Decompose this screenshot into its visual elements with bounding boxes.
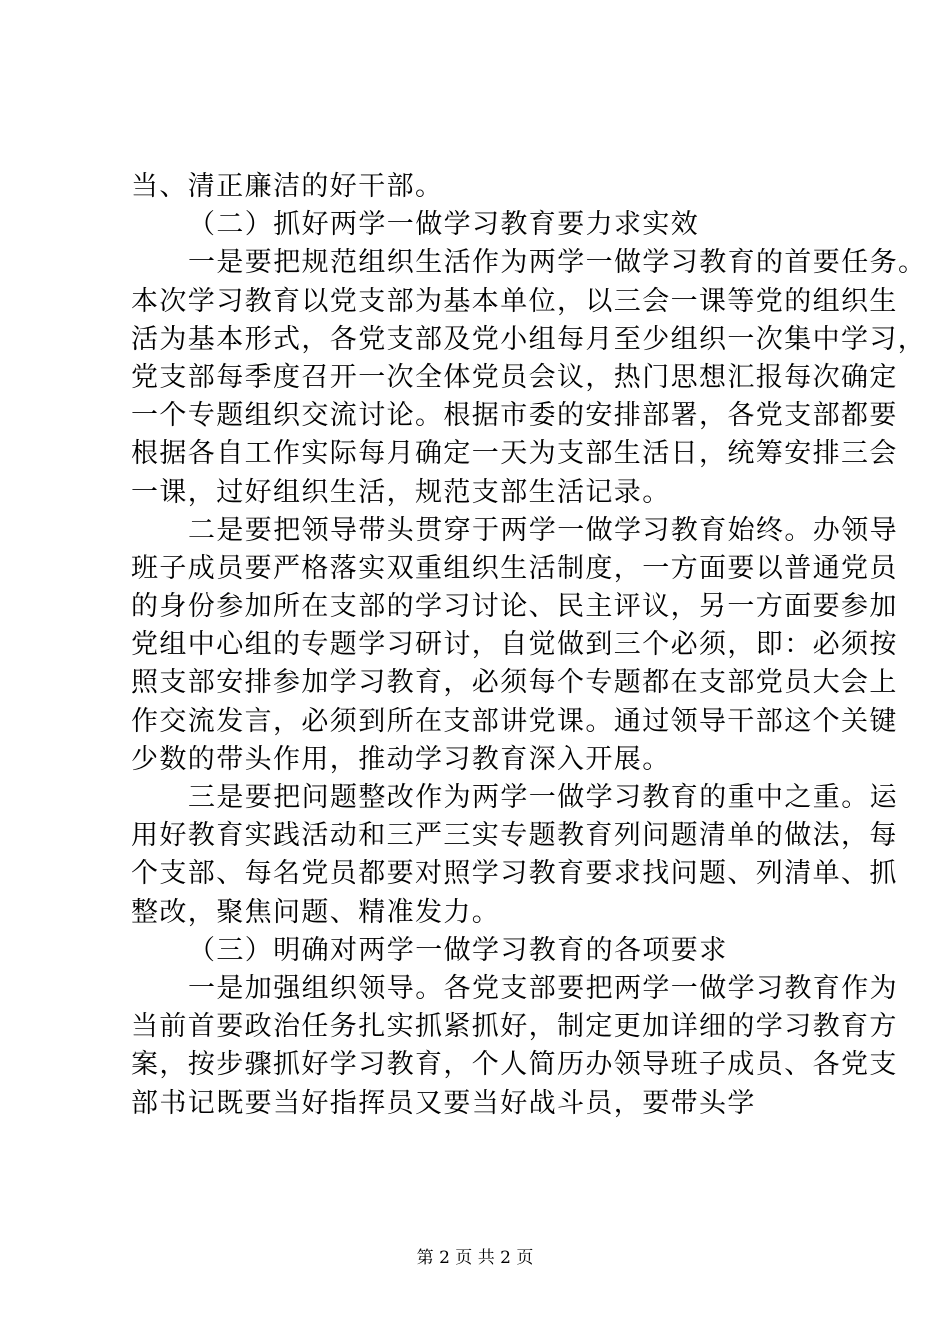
text-line: 二是要把领导带头贯穿于两学一做学习教育始终。办领导 [188, 514, 898, 546]
text-line: 一是要把规范组织生活作为两学一做学习教育的首要任务。 [188, 247, 927, 279]
text-line: 当、清正廉洁的好干部。 [131, 171, 444, 202]
text-line: 的身份参加所在支部的学习讨论、民主评议，另一方面要参加 [131, 591, 898, 623]
text-line: 整改，聚焦问题、精准发力。 [131, 896, 501, 928]
text-line: 部书记既要当好指挥员又要当好战斗员，要带头学 [131, 1087, 756, 1119]
text-line: 个支部、每名党员都要对照学习教育要求找问题、列清单、抓 [131, 858, 898, 890]
text-line: 一个专题组织交流讨论。根据市委的安排部署，各党支部都要 [131, 400, 898, 432]
text-line: 案，按步骤抓好学习教育，个人简历办领导班子成员、各党支 [131, 1049, 898, 1081]
text-line: 三是要把问题整改作为两学一做学习教育的重中之重。运 [188, 782, 898, 813]
text-line: 根据各自工作实际每月确定一天为支部生活日，统筹安排三会 [131, 438, 898, 470]
text-line: 党组中心组的专题学习研讨，自觉做到三个必须，即：必须按 [131, 629, 898, 661]
text-line: 一是加强组织领导。各党支部要把两学一做学习教育作为 [188, 972, 898, 1004]
section-heading: （二）抓好两学一做学习教育要力求实效 [188, 209, 700, 241]
text-line: 本次学习教育以党支部为基本单位，以三会一课等党的组织生 [131, 285, 898, 317]
text-line: 一课，过好组织生活，规范支部生活记录。 [131, 476, 671, 508]
document-body [131, 168, 927, 1123]
text-line: 用好教育实践活动和三严三实专题教育列问题清单的做法，每 [131, 820, 898, 852]
text-line: 班子成员要严格落实双重组织生活制度，一方面要以普通党员 [131, 552, 898, 584]
text-line: 作交流发言，必须到所在支部讲党课。通过领导干部这个关键 [131, 705, 898, 737]
page-number-footer: 第 2 页 共 2 页 [416, 1248, 534, 1268]
text-line: 党支部每季度召开一次全体党员会议，热门思想汇报每次确定 [131, 361, 898, 393]
text-line: 少数的带头作用，推动学习教育深入开展。 [131, 743, 671, 775]
text-line: 当前首要政治任务扎实抓紧抓好，制定更加详细的学习教育方 [131, 1011, 898, 1043]
text-line: 活为基本形式，各党支部及党小组每月至少组织一次集中学习， [131, 323, 927, 355]
section-heading: （三）明确对两学一做学习教育的各项要求 [188, 934, 728, 966]
text-line: 照支部安排参加学习教育，必须每个专题都在支部党员大会上 [131, 667, 898, 699]
